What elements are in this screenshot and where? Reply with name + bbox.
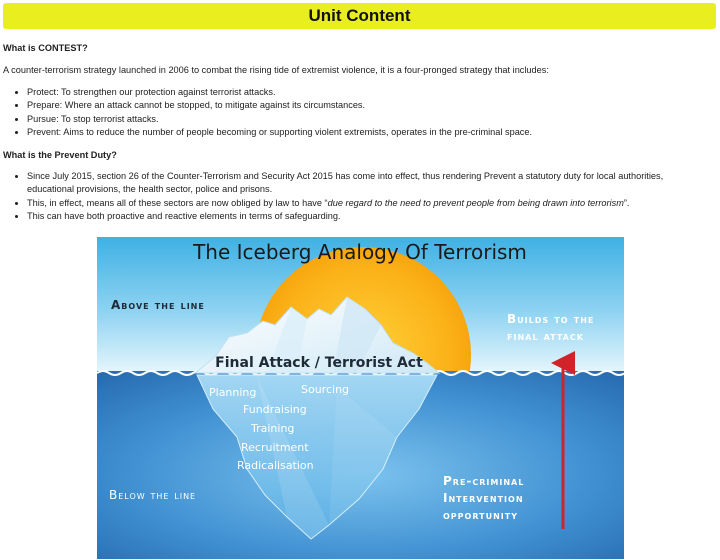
stage-label: Planning (209, 386, 257, 399)
contest-heading: What is CONTEST? (3, 43, 88, 53)
unit-content-banner (3, 3, 716, 29)
figure-title: The Iceberg Analogy Of Terrorism (193, 240, 527, 264)
contest-intro: A counter-terrorism strategy launched in 2006 to combat the rising tide of extremist violence, it is a four-pronged strategy that includes: (3, 65, 549, 75)
list-item: • Prevent: Aims to reduce the number of people becoming or supporting violent extremists, operates in the pre-criminal space. (27, 126, 532, 139)
prevent-duty-list (3, 170, 708, 223)
list-item: • This can have both proactive and reactive elements in terms of safeguarding. (27, 210, 708, 223)
below-line-label: Below the line (109, 488, 197, 502)
list-item: • Prepare: Where an attack cannot be stopped, to mitigate against its circumstances. (27, 99, 532, 112)
contest-strands-list (3, 86, 532, 139)
list-item: • Protect: To strengthen our protection against terrorist attacks. (27, 86, 532, 99)
stage-label: Sourcing (301, 383, 350, 396)
list-item-text: ”. (623, 197, 630, 208)
stage-label: Training (251, 422, 295, 435)
statutory-quote: due regard to the need to prevent people from being drawn into terrorism (327, 197, 624, 208)
list-item: • Pursue: To stop terrorist attacks. (27, 113, 532, 126)
list-item-text: This, in effect, means all of these sectors are now obliged by law to have “ (27, 197, 328, 208)
precriminal-line-3: opportunity (443, 508, 519, 522)
list-item (27, 197, 708, 210)
builds-line-1: Builds to the (507, 312, 595, 326)
builds-line-2: final attack (507, 329, 584, 343)
precriminal-line-1: Pre-criminal (443, 474, 525, 488)
list-item: • Since July 2015, section 26 of the Counter-Terrorism and Security Act 2015 has come into effect, thus rendering Prevent a statutory duty for local authorities, educational provisions, the health sector, police and prisons. (27, 170, 708, 197)
tip-label: Final Attack / Terrorist Act (215, 355, 423, 371)
stage-label: Fundraising (243, 403, 307, 416)
stage-label: Radicalisation (237, 459, 314, 472)
precriminal-line-2: Intervention (443, 491, 524, 505)
prevent-duty-heading: What is the Prevent Duty? (3, 150, 117, 160)
banner-title: Unit Content (308, 6, 411, 25)
stage-label: Recruitment (241, 441, 309, 454)
iceberg-illustration (97, 237, 624, 559)
iceberg-analogy-figure (97, 237, 624, 559)
above-line-label: Above the line (111, 298, 205, 312)
